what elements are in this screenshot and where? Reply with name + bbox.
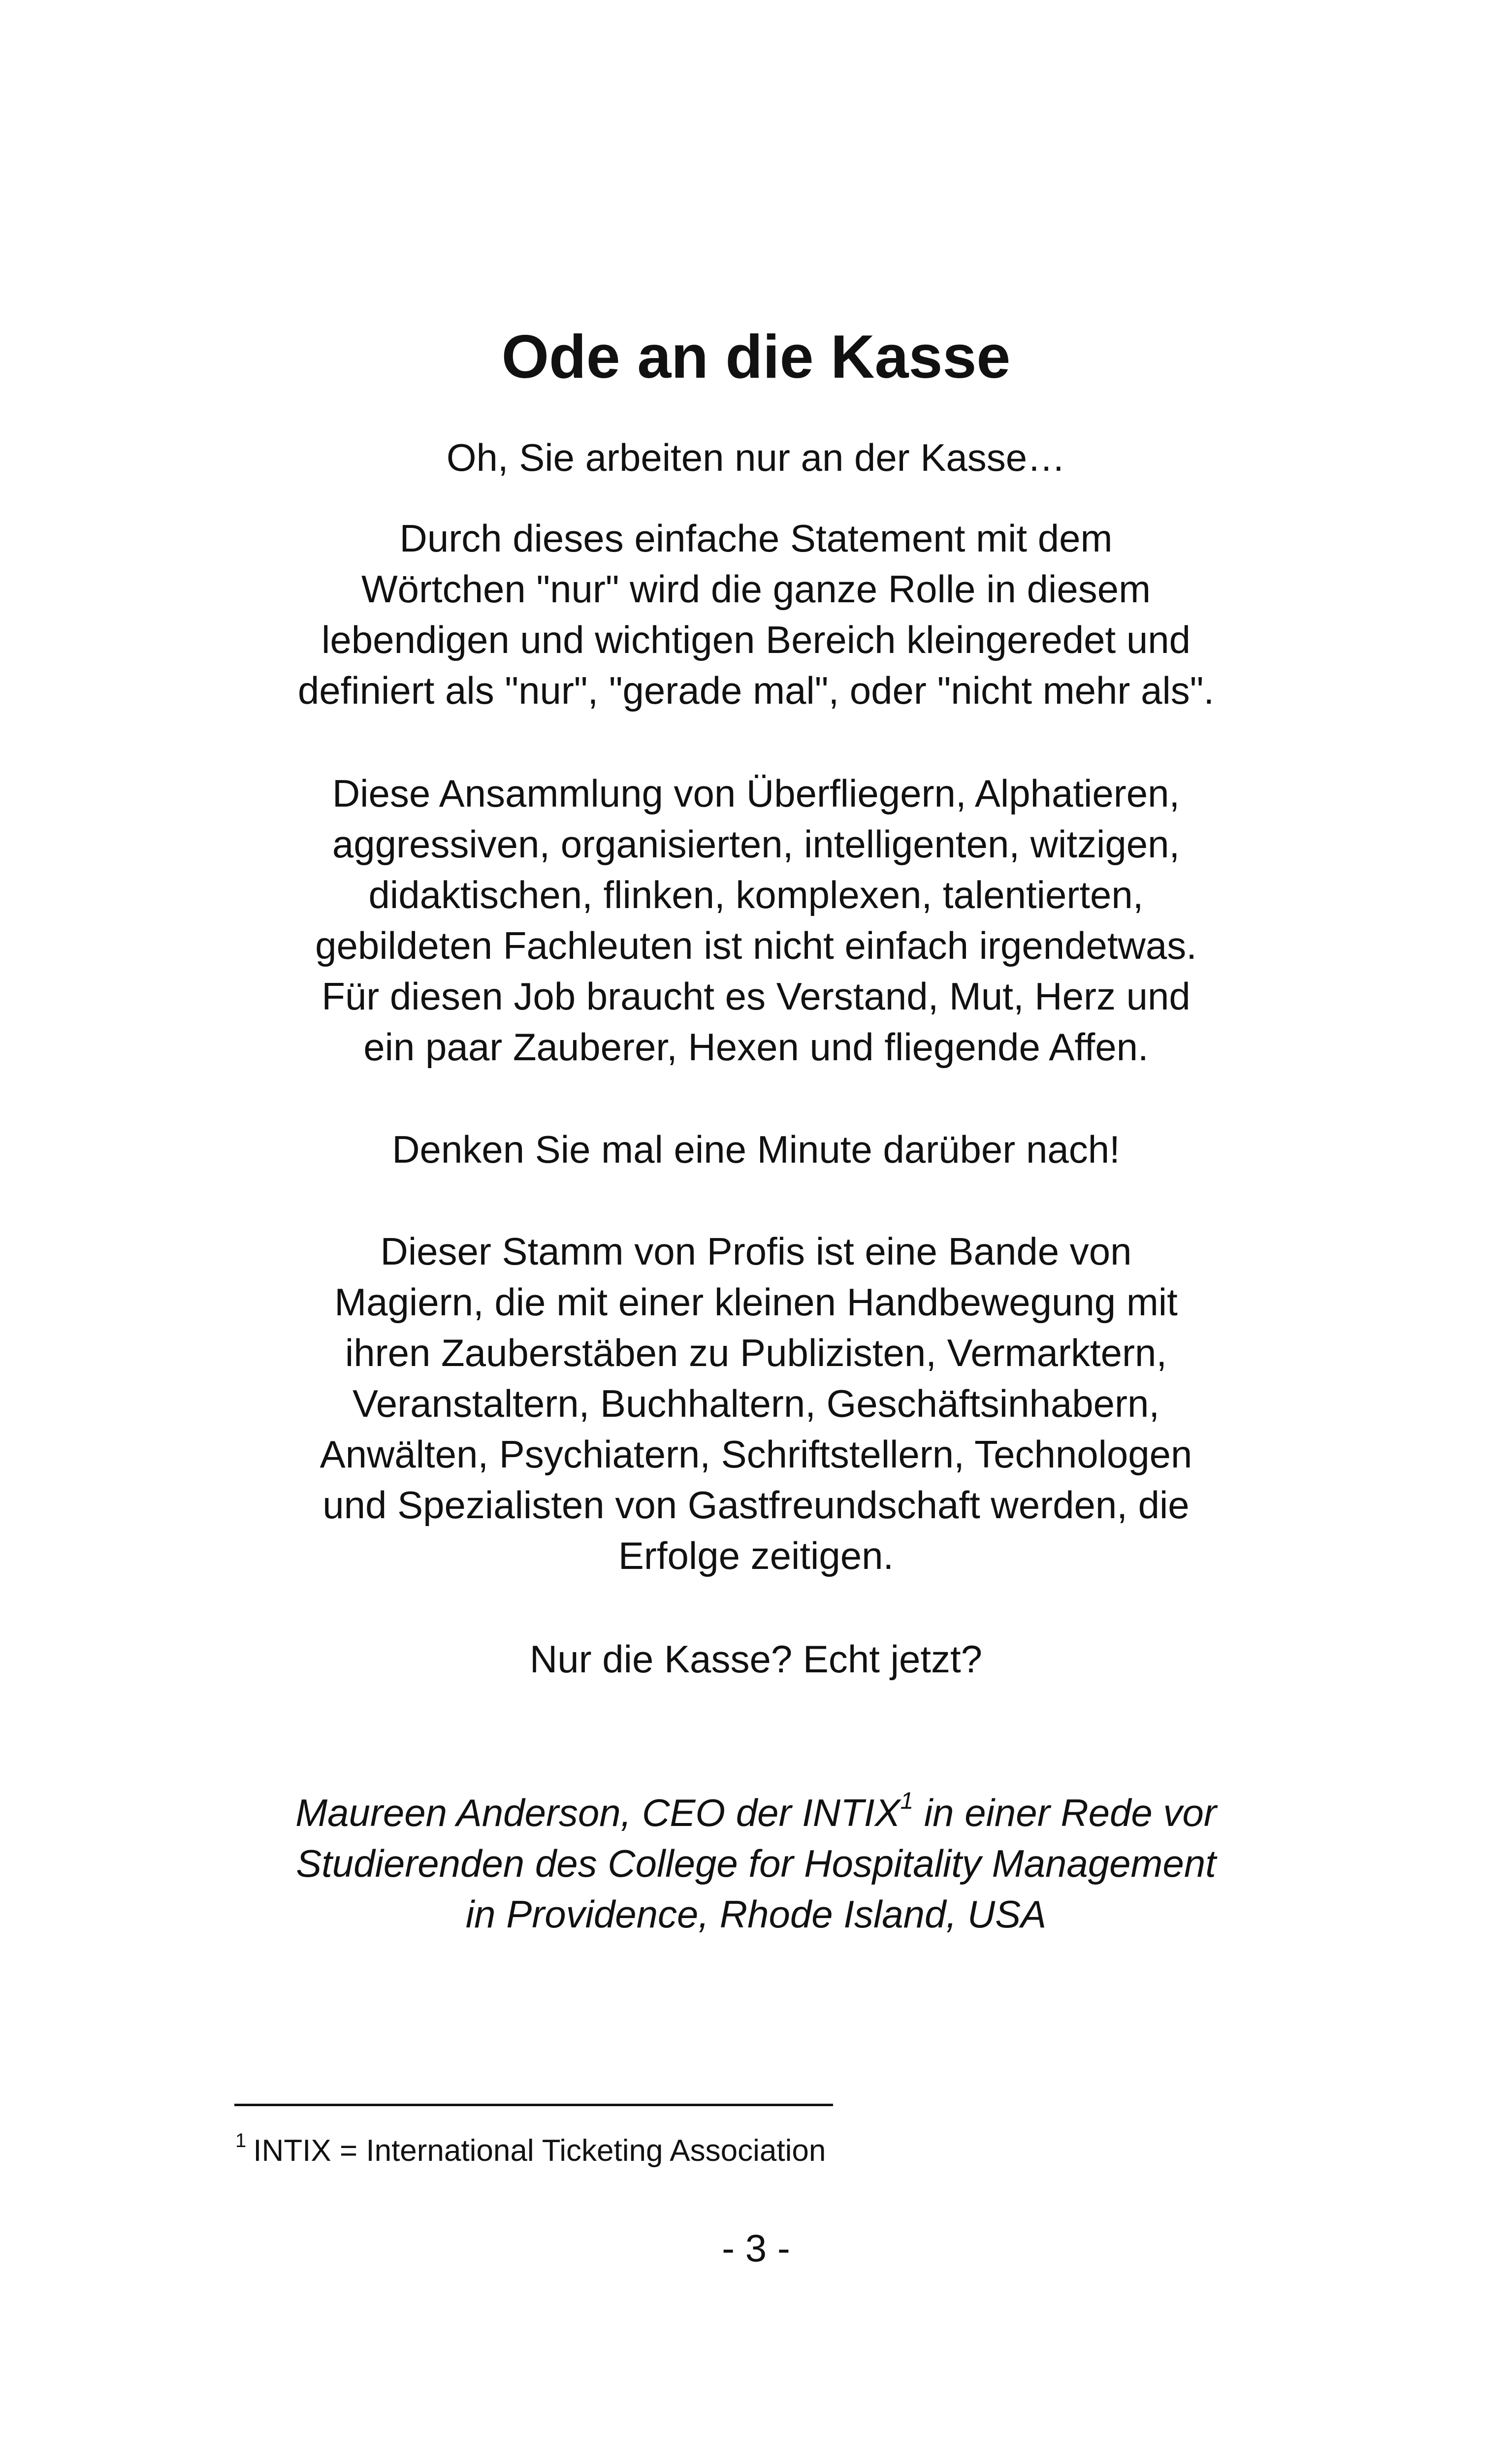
paragraph-2-line: Diese Ansammlung von Überfliegern, Alphatieren,	[332, 772, 1180, 815]
paragraph-4-line: und Spezialisten von Gastfreundschaft werden, die	[322, 1483, 1190, 1527]
attribution-line-3: in Providence, Rhode Island, USA	[465, 1892, 1047, 1936]
attribution	[0, 1788, 1512, 1940]
intro-text: Oh, Sie arbeiten nur an der Kasse…	[446, 436, 1066, 479]
intro-line	[0, 432, 1512, 483]
attribution-line-1	[0, 1788, 1512, 1838]
footnote-divider	[234, 2104, 833, 2106]
paragraph-2	[0, 768, 1512, 1073]
paragraph-3-text: Denken Sie mal eine Minute darüber nach!	[392, 1128, 1120, 1171]
paragraph-1-line: definiert als "nur", "gerade mal", oder "nicht mehr als".	[297, 669, 1215, 712]
footnote-text: INTIX = International Ticketing Association	[253, 2134, 826, 2168]
paragraph-1-line: Wörtchen "nur" wird die ganze Rolle in diesem	[361, 567, 1151, 611]
paragraph-5	[0, 1634, 1512, 1685]
attribution-context: in einer Rede vor	[913, 1791, 1217, 1834]
paragraph-4-line: Anwälten, Psychiatern, Schriftstellern, Technologen	[320, 1433, 1192, 1476]
paragraph-4-line: Erfolge zeitigen.	[618, 1534, 894, 1577]
paragraph-2-line: Für diesen Job braucht es Verstand, Mut, Herz und	[322, 975, 1190, 1018]
paragraph-4-line: Magiern, die mit einer kleinen Handbewegung mit	[334, 1280, 1178, 1324]
page-number: - 3 -	[722, 2226, 790, 2270]
attribution-author: Maureen Anderson, CEO der INTIX	[295, 1791, 901, 1834]
attribution-line-2: Studierenden des College for Hospitality Management	[296, 1842, 1216, 1885]
paragraph-4	[0, 1226, 1512, 1581]
paragraph-2-line: ein paar Zauberer, Hexen und fliegende Affen.	[363, 1025, 1149, 1069]
paragraph-2-line: didaktischen, flinken, komplexen, talentierten,	[368, 873, 1144, 916]
paragraph-4-line: Veranstaltern, Buchhaltern, Geschäftsinhabern,	[353, 1382, 1159, 1425]
footnote-marker: 1	[235, 2130, 247, 2152]
paragraph-1-line: lebendigen und wichtigen Bereich kleingeredet und	[322, 618, 1190, 661]
paragraph-2-line: gebildeten Fachleuten ist nicht einfach irgendetwas.	[315, 924, 1197, 967]
paragraph-1	[0, 513, 1512, 716]
paragraph-5-text: Nur die Kasse? Echt jetzt?	[529, 1637, 983, 1681]
footnote-reference: 1	[900, 1788, 914, 1814]
paragraph-3	[0, 1124, 1512, 1175]
page-title: Ode an die Kasse	[501, 323, 1011, 391]
paragraph-2-line: aggressiven, organisierten, intelligenten, witzigen,	[332, 822, 1180, 866]
paragraph-4-line: ihren Zauberstäben zu Publizisten, Vermarktern,	[345, 1331, 1167, 1374]
footnote	[235, 2131, 826, 2171]
paragraph-4-line: Dieser Stamm von Profis ist eine Bande von	[380, 1230, 1132, 1273]
paragraph-1-line: Durch dieses einfache Statement mit dem	[399, 517, 1113, 560]
